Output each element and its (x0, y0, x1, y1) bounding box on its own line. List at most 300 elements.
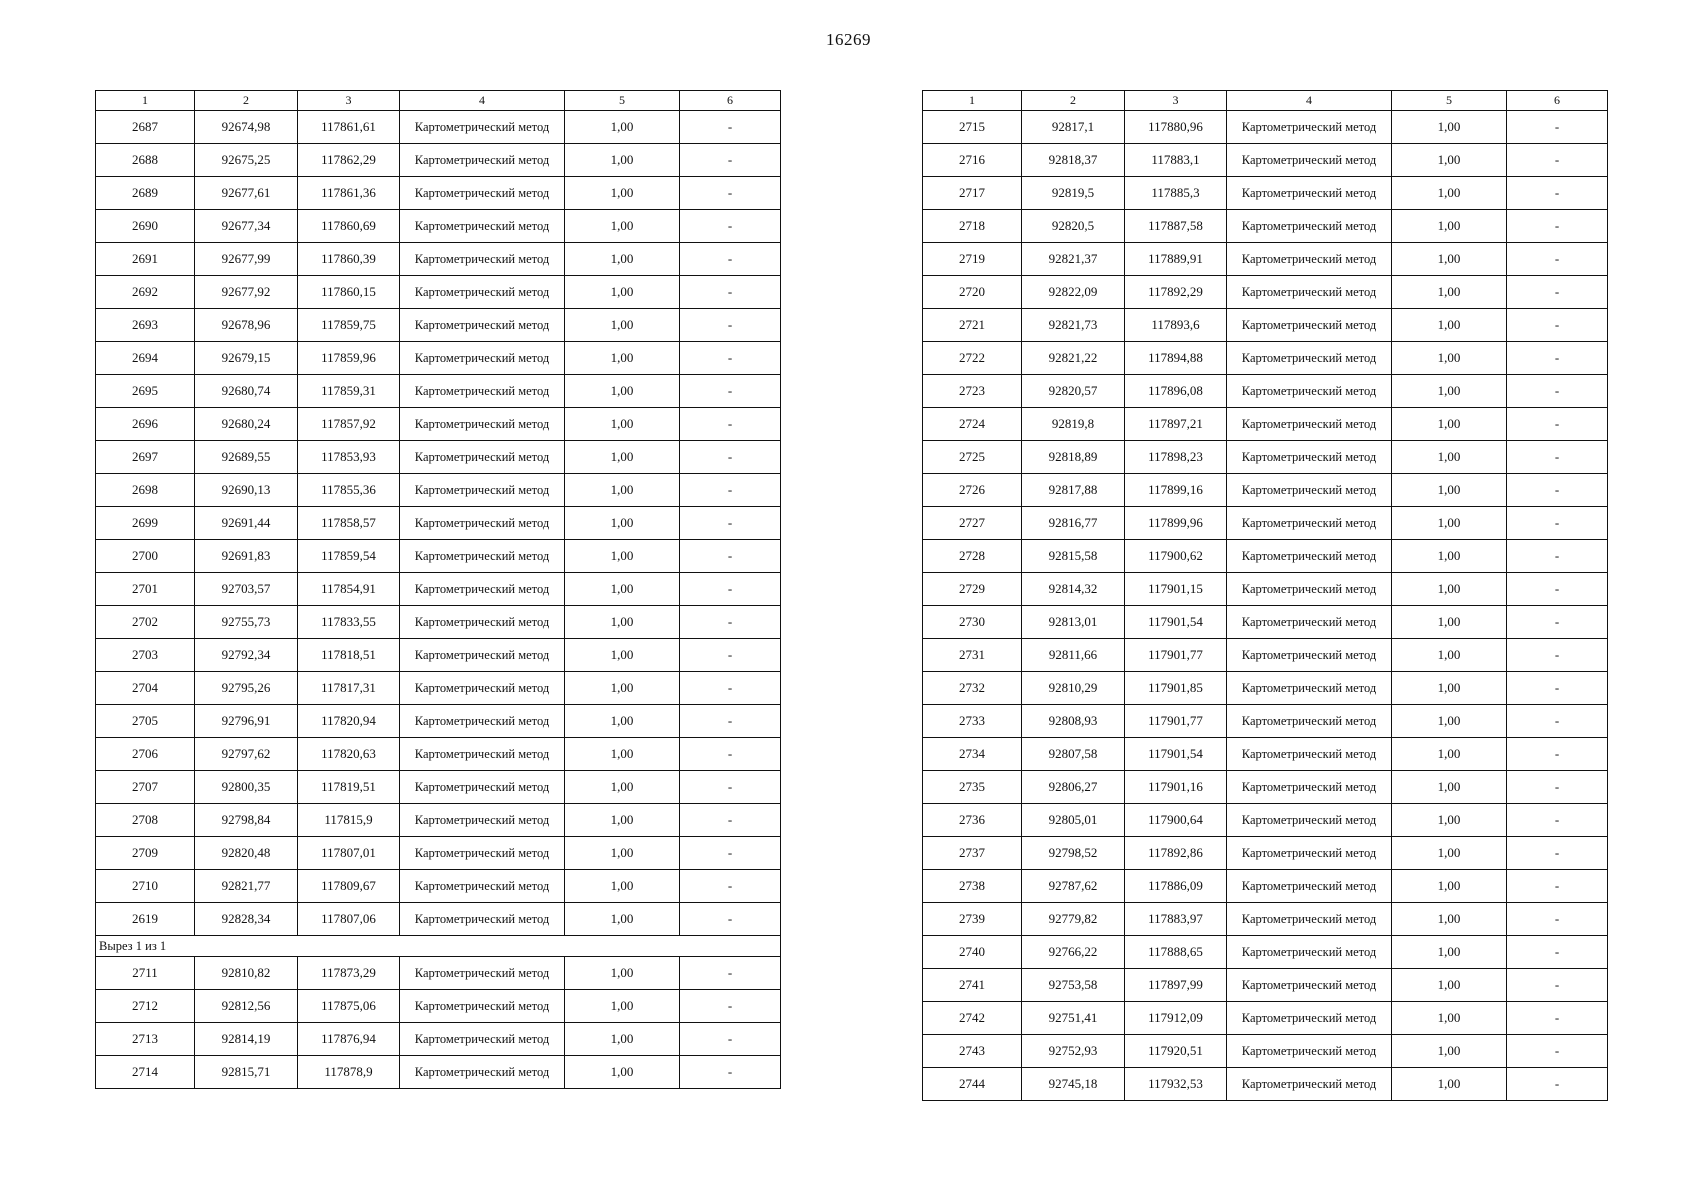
point-number-cell: 2704 (96, 672, 195, 705)
coordinate-y-cell: 117807,06 (298, 903, 400, 936)
accuracy-cell: 1,00 (1392, 309, 1507, 342)
coordinate-x-cell: 92812,56 (195, 990, 298, 1023)
coordinate-x-cell: 92680,74 (195, 375, 298, 408)
method-cell: Картометрический метод (400, 705, 565, 738)
accuracy-cell: 1,00 (1392, 474, 1507, 507)
coordinate-y-cell: 117815,9 (298, 804, 400, 837)
method-cell: Картометрический метод (400, 441, 565, 474)
method-cell: Картометрический метод (400, 606, 565, 639)
point-number-cell: 2730 (923, 606, 1022, 639)
method-cell: Картометрический метод (1227, 672, 1392, 705)
column-header: 1 (96, 91, 195, 111)
coordinate-y-cell: 117876,94 (298, 1023, 400, 1056)
accuracy-cell: 1,00 (1392, 1068, 1507, 1101)
method-cell: Картометрический метод (400, 408, 565, 441)
coordinate-x-cell: 92675,25 (195, 144, 298, 177)
column-header: 3 (1125, 91, 1227, 111)
description-cell: - (680, 903, 781, 936)
description-cell: - (1507, 276, 1608, 309)
coordinate-x-cell: 92787,62 (1022, 870, 1125, 903)
method-cell: Картометрический метод (1227, 243, 1392, 276)
point-number-cell: 2707 (96, 771, 195, 804)
method-cell: Картометрический метод (400, 1023, 565, 1056)
description-cell: - (1507, 639, 1608, 672)
point-number-cell: 2692 (96, 276, 195, 309)
table-row (96, 342, 781, 375)
coordinate-y-cell: 117858,57 (298, 507, 400, 540)
accuracy-cell: 1,00 (565, 111, 680, 144)
method-cell: Картометрический метод (400, 243, 565, 276)
point-number-cell: 2741 (923, 969, 1022, 1002)
coordinate-y-cell: 117860,69 (298, 210, 400, 243)
description-cell: - (680, 1056, 781, 1089)
accuracy-cell: 1,00 (1392, 837, 1507, 870)
accuracy-cell: 1,00 (1392, 144, 1507, 177)
description-cell: - (680, 177, 781, 210)
description-cell: - (680, 672, 781, 705)
coordinate-x-cell: 92691,83 (195, 540, 298, 573)
description-cell: - (1507, 540, 1608, 573)
coordinate-y-cell: 117819,51 (298, 771, 400, 804)
point-number-cell: 2735 (923, 771, 1022, 804)
coordinate-y-cell: 117897,99 (1125, 969, 1227, 1002)
method-cell: Картометрический метод (1227, 771, 1392, 804)
description-cell: - (680, 540, 781, 573)
accuracy-cell: 1,00 (565, 243, 680, 276)
coordinate-x-cell: 92806,27 (1022, 771, 1125, 804)
description-cell: - (1507, 870, 1608, 903)
description-cell: - (680, 441, 781, 474)
table-row (923, 771, 1608, 804)
coordinate-x-cell: 92815,71 (195, 1056, 298, 1089)
method-cell: Картометрический метод (1227, 1002, 1392, 1035)
coordinate-y-cell: 117820,94 (298, 705, 400, 738)
coordinate-x-cell: 92680,24 (195, 408, 298, 441)
point-number-cell: 2688 (96, 144, 195, 177)
header-row (923, 91, 1608, 111)
table-row (96, 957, 781, 990)
point-number-cell: 2731 (923, 639, 1022, 672)
coordinate-x-cell: 92817,1 (1022, 111, 1125, 144)
coordinate-x-cell: 92816,77 (1022, 507, 1125, 540)
description-cell: - (1507, 804, 1608, 837)
description-cell: - (1507, 474, 1608, 507)
point-number-cell: 2690 (96, 210, 195, 243)
point-number-cell: 2702 (96, 606, 195, 639)
table-row (96, 441, 781, 474)
method-cell: Картометрический метод (1227, 177, 1392, 210)
coordinate-y-cell: 117859,54 (298, 540, 400, 573)
table-row (923, 144, 1608, 177)
method-cell: Картометрический метод (1227, 804, 1392, 837)
table-row (96, 903, 781, 936)
coordinate-x-cell: 92819,8 (1022, 408, 1125, 441)
column-header: 6 (680, 91, 781, 111)
accuracy-cell: 1,00 (565, 210, 680, 243)
description-cell: - (1507, 144, 1608, 177)
description-cell: - (1507, 771, 1608, 804)
description-cell: - (1507, 1035, 1608, 1068)
coordinate-y-cell: 117893,6 (1125, 309, 1227, 342)
point-number-cell: 2724 (923, 408, 1022, 441)
coordinate-x-cell: 92751,41 (1022, 1002, 1125, 1035)
coordinate-y-cell: 117875,06 (298, 990, 400, 1023)
coordinate-y-cell: 117897,21 (1125, 408, 1227, 441)
table-row (96, 804, 781, 837)
description-cell: - (680, 276, 781, 309)
table-row (923, 804, 1608, 837)
accuracy-cell: 1,00 (1392, 342, 1507, 375)
accuracy-cell: 1,00 (565, 540, 680, 573)
coordinate-y-cell: 117901,77 (1125, 639, 1227, 672)
coordinate-y-cell: 117807,01 (298, 837, 400, 870)
accuracy-cell: 1,00 (1392, 903, 1507, 936)
coordinate-x-cell: 92805,01 (1022, 804, 1125, 837)
coordinate-x-cell: 92807,58 (1022, 738, 1125, 771)
coordinate-x-cell: 92795,26 (195, 672, 298, 705)
table-row (923, 441, 1608, 474)
point-number-cell: 2721 (923, 309, 1022, 342)
point-number-cell: 2715 (923, 111, 1022, 144)
coordinate-y-cell: 117901,15 (1125, 573, 1227, 606)
coordinate-y-cell: 117900,64 (1125, 804, 1227, 837)
point-number-cell: 2729 (923, 573, 1022, 606)
method-cell: Картометрический метод (400, 210, 565, 243)
accuracy-cell: 1,00 (565, 672, 680, 705)
coordinate-x-cell: 92797,62 (195, 738, 298, 771)
coordinate-x-cell: 92814,19 (195, 1023, 298, 1056)
method-cell: Картометрический метод (400, 177, 565, 210)
method-cell: Картометрический метод (1227, 408, 1392, 441)
table-row (923, 969, 1608, 1002)
coordinate-x-cell: 92796,91 (195, 705, 298, 738)
coordinate-x-cell: 92822,09 (1022, 276, 1125, 309)
coordinate-y-cell: 117901,77 (1125, 705, 1227, 738)
description-cell: - (680, 309, 781, 342)
accuracy-cell: 1,00 (1392, 804, 1507, 837)
description-cell: - (680, 870, 781, 903)
point-number-cell: 2717 (923, 177, 1022, 210)
method-cell: Картометрический метод (1227, 870, 1392, 903)
description-cell: - (1507, 573, 1608, 606)
coordinate-x-cell: 92828,34 (195, 903, 298, 936)
point-number-cell: 2723 (923, 375, 1022, 408)
point-number-cell: 2708 (96, 804, 195, 837)
point-number-cell: 2737 (923, 837, 1022, 870)
section-label: Вырез 1 из 1 (96, 936, 781, 957)
coordinate-x-cell: 92677,34 (195, 210, 298, 243)
point-number-cell: 2716 (923, 144, 1022, 177)
description-cell: - (680, 342, 781, 375)
table-row (923, 705, 1608, 738)
point-number-cell: 2711 (96, 957, 195, 990)
point-number-cell: 2738 (923, 870, 1022, 903)
coordinate-x-cell: 92820,48 (195, 837, 298, 870)
coordinate-y-cell: 117887,58 (1125, 210, 1227, 243)
coordinate-y-cell: 117901,54 (1125, 606, 1227, 639)
point-number-cell: 2687 (96, 111, 195, 144)
coordinate-x-cell: 92679,15 (195, 342, 298, 375)
description-cell: - (680, 705, 781, 738)
coordinate-x-cell: 92810,29 (1022, 672, 1125, 705)
description-cell: - (680, 639, 781, 672)
accuracy-cell: 1,00 (565, 441, 680, 474)
description-cell: - (1507, 243, 1608, 276)
method-cell: Картометрический метод (1227, 1068, 1392, 1101)
method-cell: Картометрический метод (1227, 276, 1392, 309)
table-row (923, 309, 1608, 342)
coordinate-x-cell: 92753,58 (1022, 969, 1125, 1002)
coordinate-y-cell: 117880,96 (1125, 111, 1227, 144)
point-number-cell: 2697 (96, 441, 195, 474)
method-cell: Картометрический метод (1227, 507, 1392, 540)
method-cell: Картометрический метод (400, 309, 565, 342)
coordinates-table-right (922, 90, 1608, 1101)
accuracy-cell: 1,00 (1392, 1035, 1507, 1068)
coordinate-x-cell: 92819,5 (1022, 177, 1125, 210)
point-number-cell: 2734 (923, 738, 1022, 771)
table-row (96, 243, 781, 276)
table-row (923, 276, 1608, 309)
table-row (96, 177, 781, 210)
table-row (96, 408, 781, 441)
coordinate-y-cell: 117883,97 (1125, 903, 1227, 936)
coordinate-y-cell: 117898,23 (1125, 441, 1227, 474)
table-row (96, 639, 781, 672)
method-cell: Картометрический метод (400, 1056, 565, 1089)
point-number-cell: 2701 (96, 573, 195, 606)
description-cell: - (680, 957, 781, 990)
description-cell: - (1507, 936, 1608, 969)
description-cell: - (1507, 375, 1608, 408)
table-row (923, 573, 1608, 606)
table-row (96, 111, 781, 144)
description-cell: - (680, 837, 781, 870)
method-cell: Картометрический метод (1227, 936, 1392, 969)
point-number-cell: 2718 (923, 210, 1022, 243)
coordinate-y-cell: 117859,96 (298, 342, 400, 375)
method-cell: Картометрический метод (1227, 606, 1392, 639)
method-cell: Картометрический метод (400, 957, 565, 990)
table-row (923, 408, 1608, 441)
description-cell: - (680, 408, 781, 441)
point-number-cell: 2728 (923, 540, 1022, 573)
accuracy-cell: 1,00 (1392, 573, 1507, 606)
coordinate-x-cell: 92810,82 (195, 957, 298, 990)
method-cell: Картометрический метод (400, 837, 565, 870)
description-cell: - (1507, 969, 1608, 1002)
coordinate-x-cell: 92691,44 (195, 507, 298, 540)
section-row (96, 936, 781, 957)
coordinate-x-cell: 92814,32 (1022, 573, 1125, 606)
point-number-cell: 2691 (96, 243, 195, 276)
table-row (923, 672, 1608, 705)
table-row (923, 507, 1608, 540)
coordinate-y-cell: 117820,63 (298, 738, 400, 771)
coordinate-y-cell: 117899,96 (1125, 507, 1227, 540)
accuracy-cell: 1,00 (565, 870, 680, 903)
description-cell: - (1507, 507, 1608, 540)
description-cell: - (680, 144, 781, 177)
accuracy-cell: 1,00 (1392, 177, 1507, 210)
coordinate-x-cell: 92821,37 (1022, 243, 1125, 276)
point-number-cell: 2705 (96, 705, 195, 738)
point-number-cell: 2699 (96, 507, 195, 540)
table-row (96, 1056, 781, 1089)
coordinate-y-cell: 117860,39 (298, 243, 400, 276)
method-cell: Картометрический метод (400, 804, 565, 837)
method-cell: Картометрический метод (1227, 210, 1392, 243)
coordinate-x-cell: 92818,89 (1022, 441, 1125, 474)
table-row (96, 144, 781, 177)
coordinate-y-cell: 117901,54 (1125, 738, 1227, 771)
coordinate-y-cell: 117920,51 (1125, 1035, 1227, 1068)
point-number-cell: 2703 (96, 639, 195, 672)
coordinate-x-cell: 92808,93 (1022, 705, 1125, 738)
description-cell: - (680, 243, 781, 276)
table-row (96, 672, 781, 705)
coordinate-y-cell: 117885,3 (1125, 177, 1227, 210)
table-row (923, 639, 1608, 672)
table-row (923, 474, 1608, 507)
accuracy-cell: 1,00 (1392, 969, 1507, 1002)
accuracy-cell: 1,00 (565, 903, 680, 936)
table-row (923, 903, 1608, 936)
accuracy-cell: 1,00 (565, 474, 680, 507)
coordinate-x-cell: 92813,01 (1022, 606, 1125, 639)
coordinate-x-cell: 92818,37 (1022, 144, 1125, 177)
table-row (96, 474, 781, 507)
accuracy-cell: 1,00 (565, 771, 680, 804)
method-cell: Картометрический метод (400, 639, 565, 672)
coordinate-x-cell: 92800,35 (195, 771, 298, 804)
description-cell: - (1507, 606, 1608, 639)
accuracy-cell: 1,00 (1392, 672, 1507, 705)
accuracy-cell: 1,00 (1392, 738, 1507, 771)
accuracy-cell: 1,00 (1392, 771, 1507, 804)
table-row (923, 177, 1608, 210)
table-row (96, 771, 781, 804)
column-header: 2 (195, 91, 298, 111)
method-cell: Картометрический метод (1227, 969, 1392, 1002)
coordinate-y-cell: 117873,29 (298, 957, 400, 990)
description-cell: - (1507, 408, 1608, 441)
accuracy-cell: 1,00 (565, 408, 680, 441)
method-cell: Картометрический метод (400, 540, 565, 573)
point-number-cell: 2693 (96, 309, 195, 342)
accuracy-cell: 1,00 (565, 309, 680, 342)
accuracy-cell: 1,00 (565, 375, 680, 408)
point-number-cell: 2696 (96, 408, 195, 441)
point-number-cell: 2698 (96, 474, 195, 507)
method-cell: Картометрический метод (400, 870, 565, 903)
accuracy-cell: 1,00 (565, 342, 680, 375)
coordinate-y-cell: 117901,16 (1125, 771, 1227, 804)
accuracy-cell: 1,00 (565, 705, 680, 738)
point-number-cell: 2713 (96, 1023, 195, 1056)
table-row (96, 540, 781, 573)
coordinate-x-cell: 92821,73 (1022, 309, 1125, 342)
accuracy-cell: 1,00 (565, 1056, 680, 1089)
coordinate-x-cell: 92674,98 (195, 111, 298, 144)
point-number-cell: 2720 (923, 276, 1022, 309)
method-cell: Картометрический метод (1227, 309, 1392, 342)
point-number-cell: 2710 (96, 870, 195, 903)
coordinate-x-cell: 92817,88 (1022, 474, 1125, 507)
coordinate-x-cell: 92779,82 (1022, 903, 1125, 936)
accuracy-cell: 1,00 (565, 804, 680, 837)
coordinate-x-cell: 92678,96 (195, 309, 298, 342)
method-cell: Картометрический метод (1227, 540, 1392, 573)
coordinate-y-cell: 117892,29 (1125, 276, 1227, 309)
point-number-cell: 2736 (923, 804, 1022, 837)
method-cell: Картометрический метод (1227, 474, 1392, 507)
accuracy-cell: 1,00 (565, 639, 680, 672)
point-number-cell: 2689 (96, 177, 195, 210)
coordinate-x-cell: 92677,99 (195, 243, 298, 276)
accuracy-cell: 1,00 (1392, 639, 1507, 672)
coordinate-y-cell: 117892,86 (1125, 837, 1227, 870)
description-cell: - (1507, 903, 1608, 936)
method-cell: Картометрический метод (1227, 111, 1392, 144)
coordinate-x-cell: 92798,84 (195, 804, 298, 837)
method-cell: Картометрический метод (400, 903, 565, 936)
method-cell: Картометрический метод (1227, 573, 1392, 606)
point-number-cell: 2695 (96, 375, 195, 408)
coordinate-y-cell: 117901,85 (1125, 672, 1227, 705)
point-number-cell: 2722 (923, 342, 1022, 375)
page-number: 16269 (826, 30, 871, 49)
accuracy-cell: 1,00 (565, 177, 680, 210)
method-cell: Картометрический метод (400, 738, 565, 771)
table-row (923, 738, 1608, 771)
coordinate-x-cell: 92815,58 (1022, 540, 1125, 573)
accuracy-cell: 1,00 (565, 837, 680, 870)
table-row (923, 342, 1608, 375)
coordinate-x-cell: 92820,5 (1022, 210, 1125, 243)
coordinate-y-cell: 117817,31 (298, 672, 400, 705)
table-row (96, 990, 781, 1023)
description-cell: - (680, 990, 781, 1023)
description-cell: - (1507, 672, 1608, 705)
table-row (96, 507, 781, 540)
method-cell: Картометрический метод (400, 276, 565, 309)
column-header: 1 (923, 91, 1022, 111)
coordinate-y-cell: 117854,91 (298, 573, 400, 606)
method-cell: Картометрический метод (400, 375, 565, 408)
column-header: 5 (565, 91, 680, 111)
point-number-cell: 2727 (923, 507, 1022, 540)
description-cell: - (680, 804, 781, 837)
method-cell: Картометрический метод (400, 342, 565, 375)
coordinate-y-cell: 117862,29 (298, 144, 400, 177)
accuracy-cell: 1,00 (1392, 606, 1507, 639)
description-cell: - (680, 1023, 781, 1056)
point-number-cell: 2740 (923, 936, 1022, 969)
accuracy-cell: 1,00 (565, 738, 680, 771)
accuracy-cell: 1,00 (565, 276, 680, 309)
accuracy-cell: 1,00 (565, 606, 680, 639)
coordinate-x-cell: 92677,92 (195, 276, 298, 309)
coordinate-y-cell: 117859,75 (298, 309, 400, 342)
coordinate-x-cell: 92745,18 (1022, 1068, 1125, 1101)
table-row (923, 936, 1608, 969)
method-cell: Картометрический метод (1227, 1035, 1392, 1068)
description-cell: - (1507, 705, 1608, 738)
table-row (96, 837, 781, 870)
description-cell: - (680, 606, 781, 639)
description-cell: - (1507, 1002, 1608, 1035)
